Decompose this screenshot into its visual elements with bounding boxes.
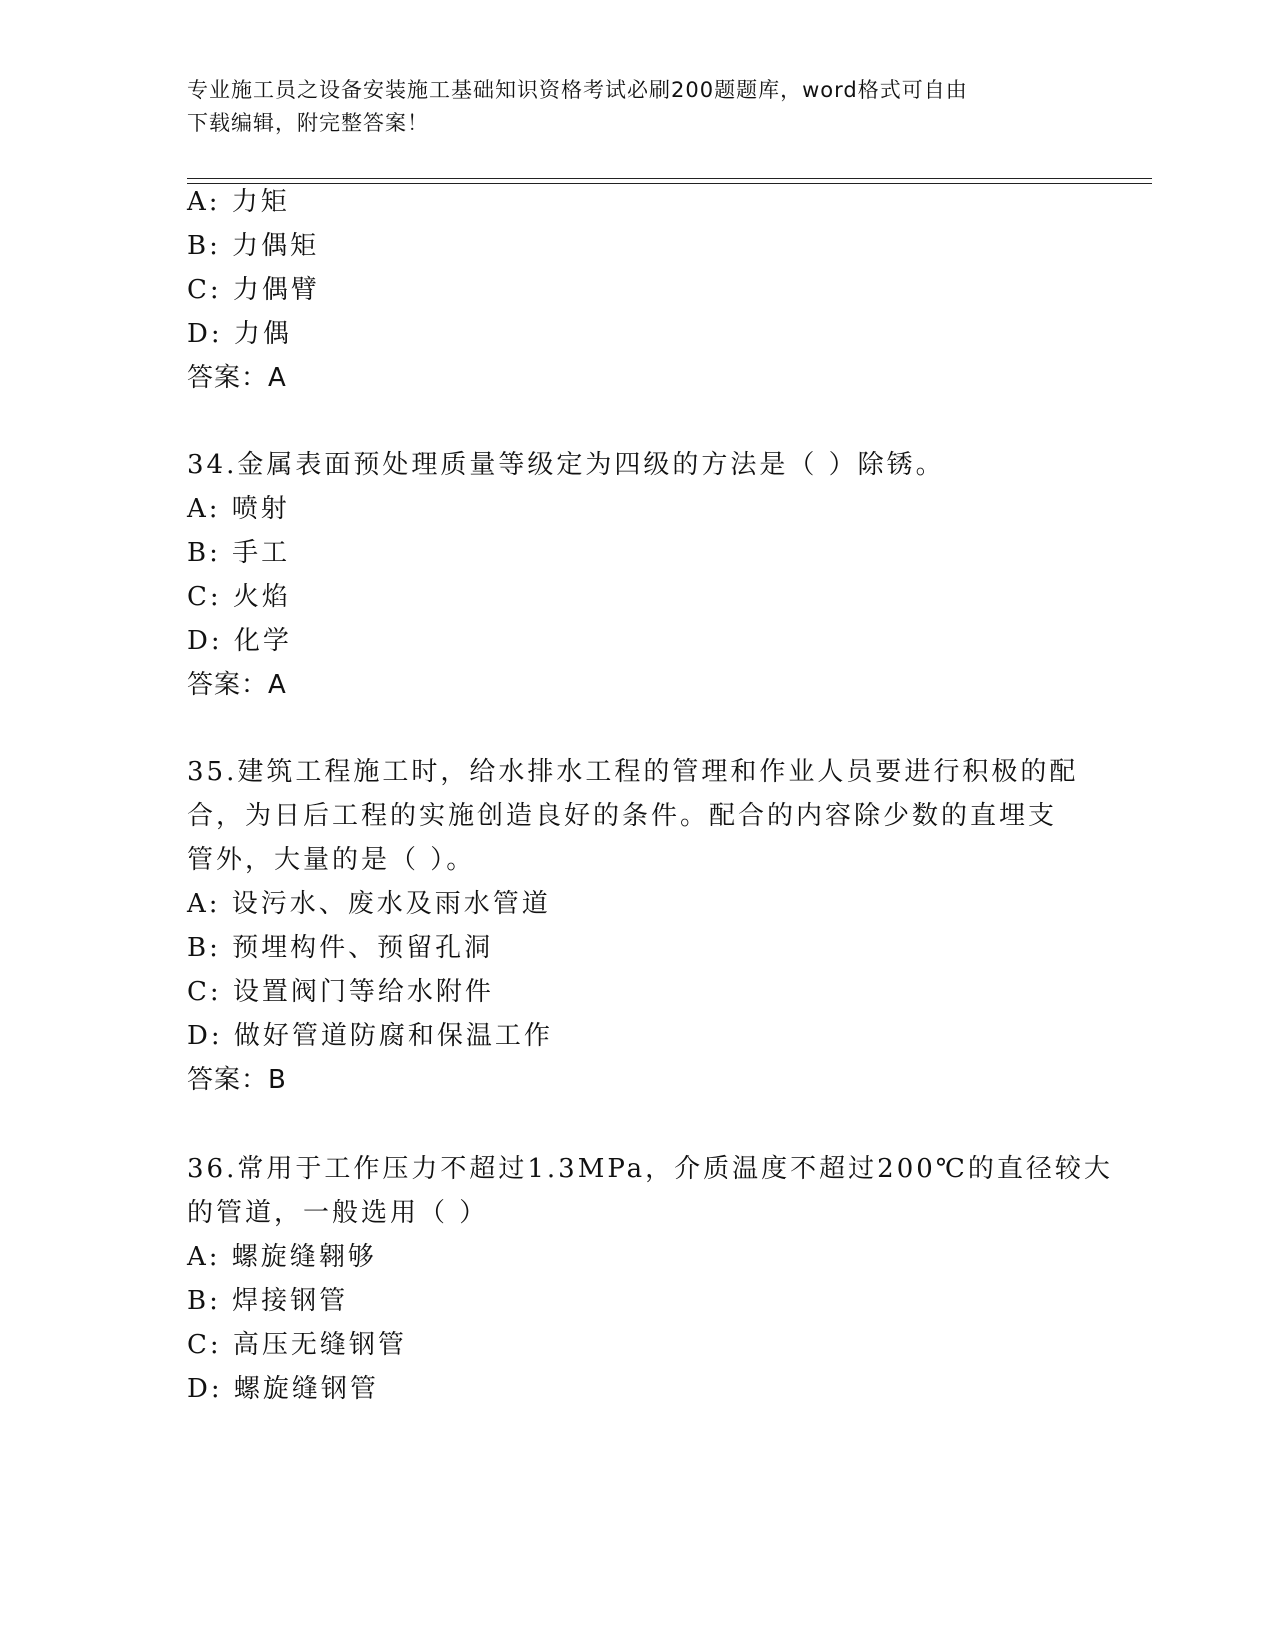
- q34-stem-line-1: 34.金属表面预处理质量等级定为四级的方法是（ ）除锈。: [187, 450, 945, 480]
- header-divider-bottom: [187, 183, 1152, 184]
- q36-option-a: A: 螺旋缝翱够: [187, 1242, 377, 1272]
- q33-option-d: D: 力偶: [187, 319, 292, 349]
- q35-stem-line-2: 合，为日后工程的实施创造良好的条件。配合的内容除少数的直埋支: [187, 801, 1058, 831]
- q34-option-c: C: 火焰: [187, 582, 291, 612]
- q35-option-d: D: 做好管道防腐和保温工作: [187, 1021, 553, 1051]
- q36-option-b: B: 焊接钢管: [187, 1286, 349, 1316]
- q35-stem-line-3: 管外，大量的是（ ）。: [187, 845, 476, 875]
- q36-option-c: C: 高压无缝钢管: [187, 1330, 407, 1360]
- q34-answer: 答案：A: [187, 670, 287, 700]
- q35-option-b: B: 预埋构件、预留孔洞: [187, 933, 494, 963]
- q34-option-a: A: 喷射: [187, 494, 290, 524]
- q34-option-b: B: 手工: [187, 538, 291, 568]
- q36-stem-line-2: 的管道，一般选用（ ）: [187, 1198, 489, 1228]
- header-divider-top: [187, 178, 1152, 179]
- header-line-1: 专业施工员之设备安装施工基础知识资格考试必刷200题题库，word格式可自由: [187, 78, 968, 102]
- q36-stem-line-1: 36.常用于工作压力不超过1.3MPa，介质温度不超过200℃的直径较大: [187, 1154, 1113, 1184]
- document-header: [187, 74, 1067, 140]
- q35-option-c: C: 设置阀门等给水附件: [187, 977, 494, 1007]
- q35-option-a: A: 设污水、废水及雨水管道: [187, 889, 551, 919]
- q36-option-d: D: 螺旋缝钢管: [187, 1374, 379, 1404]
- q33-answer: 答案：A: [187, 363, 287, 393]
- q35-answer: 答案：B: [187, 1065, 287, 1095]
- q33-option-b: B: 力偶矩: [187, 231, 320, 261]
- q33-option-c: C: 力偶臂: [187, 275, 320, 305]
- q35-stem-line-1: 35.建筑工程施工时，给水排水工程的管理和作业人员要进行积极的配: [187, 757, 1079, 787]
- header-line-2: 下载编辑，附完整答案！: [187, 111, 429, 135]
- q34-option-d: D: 化学: [187, 626, 292, 656]
- q33-option-a: A: 力矩: [187, 187, 290, 217]
